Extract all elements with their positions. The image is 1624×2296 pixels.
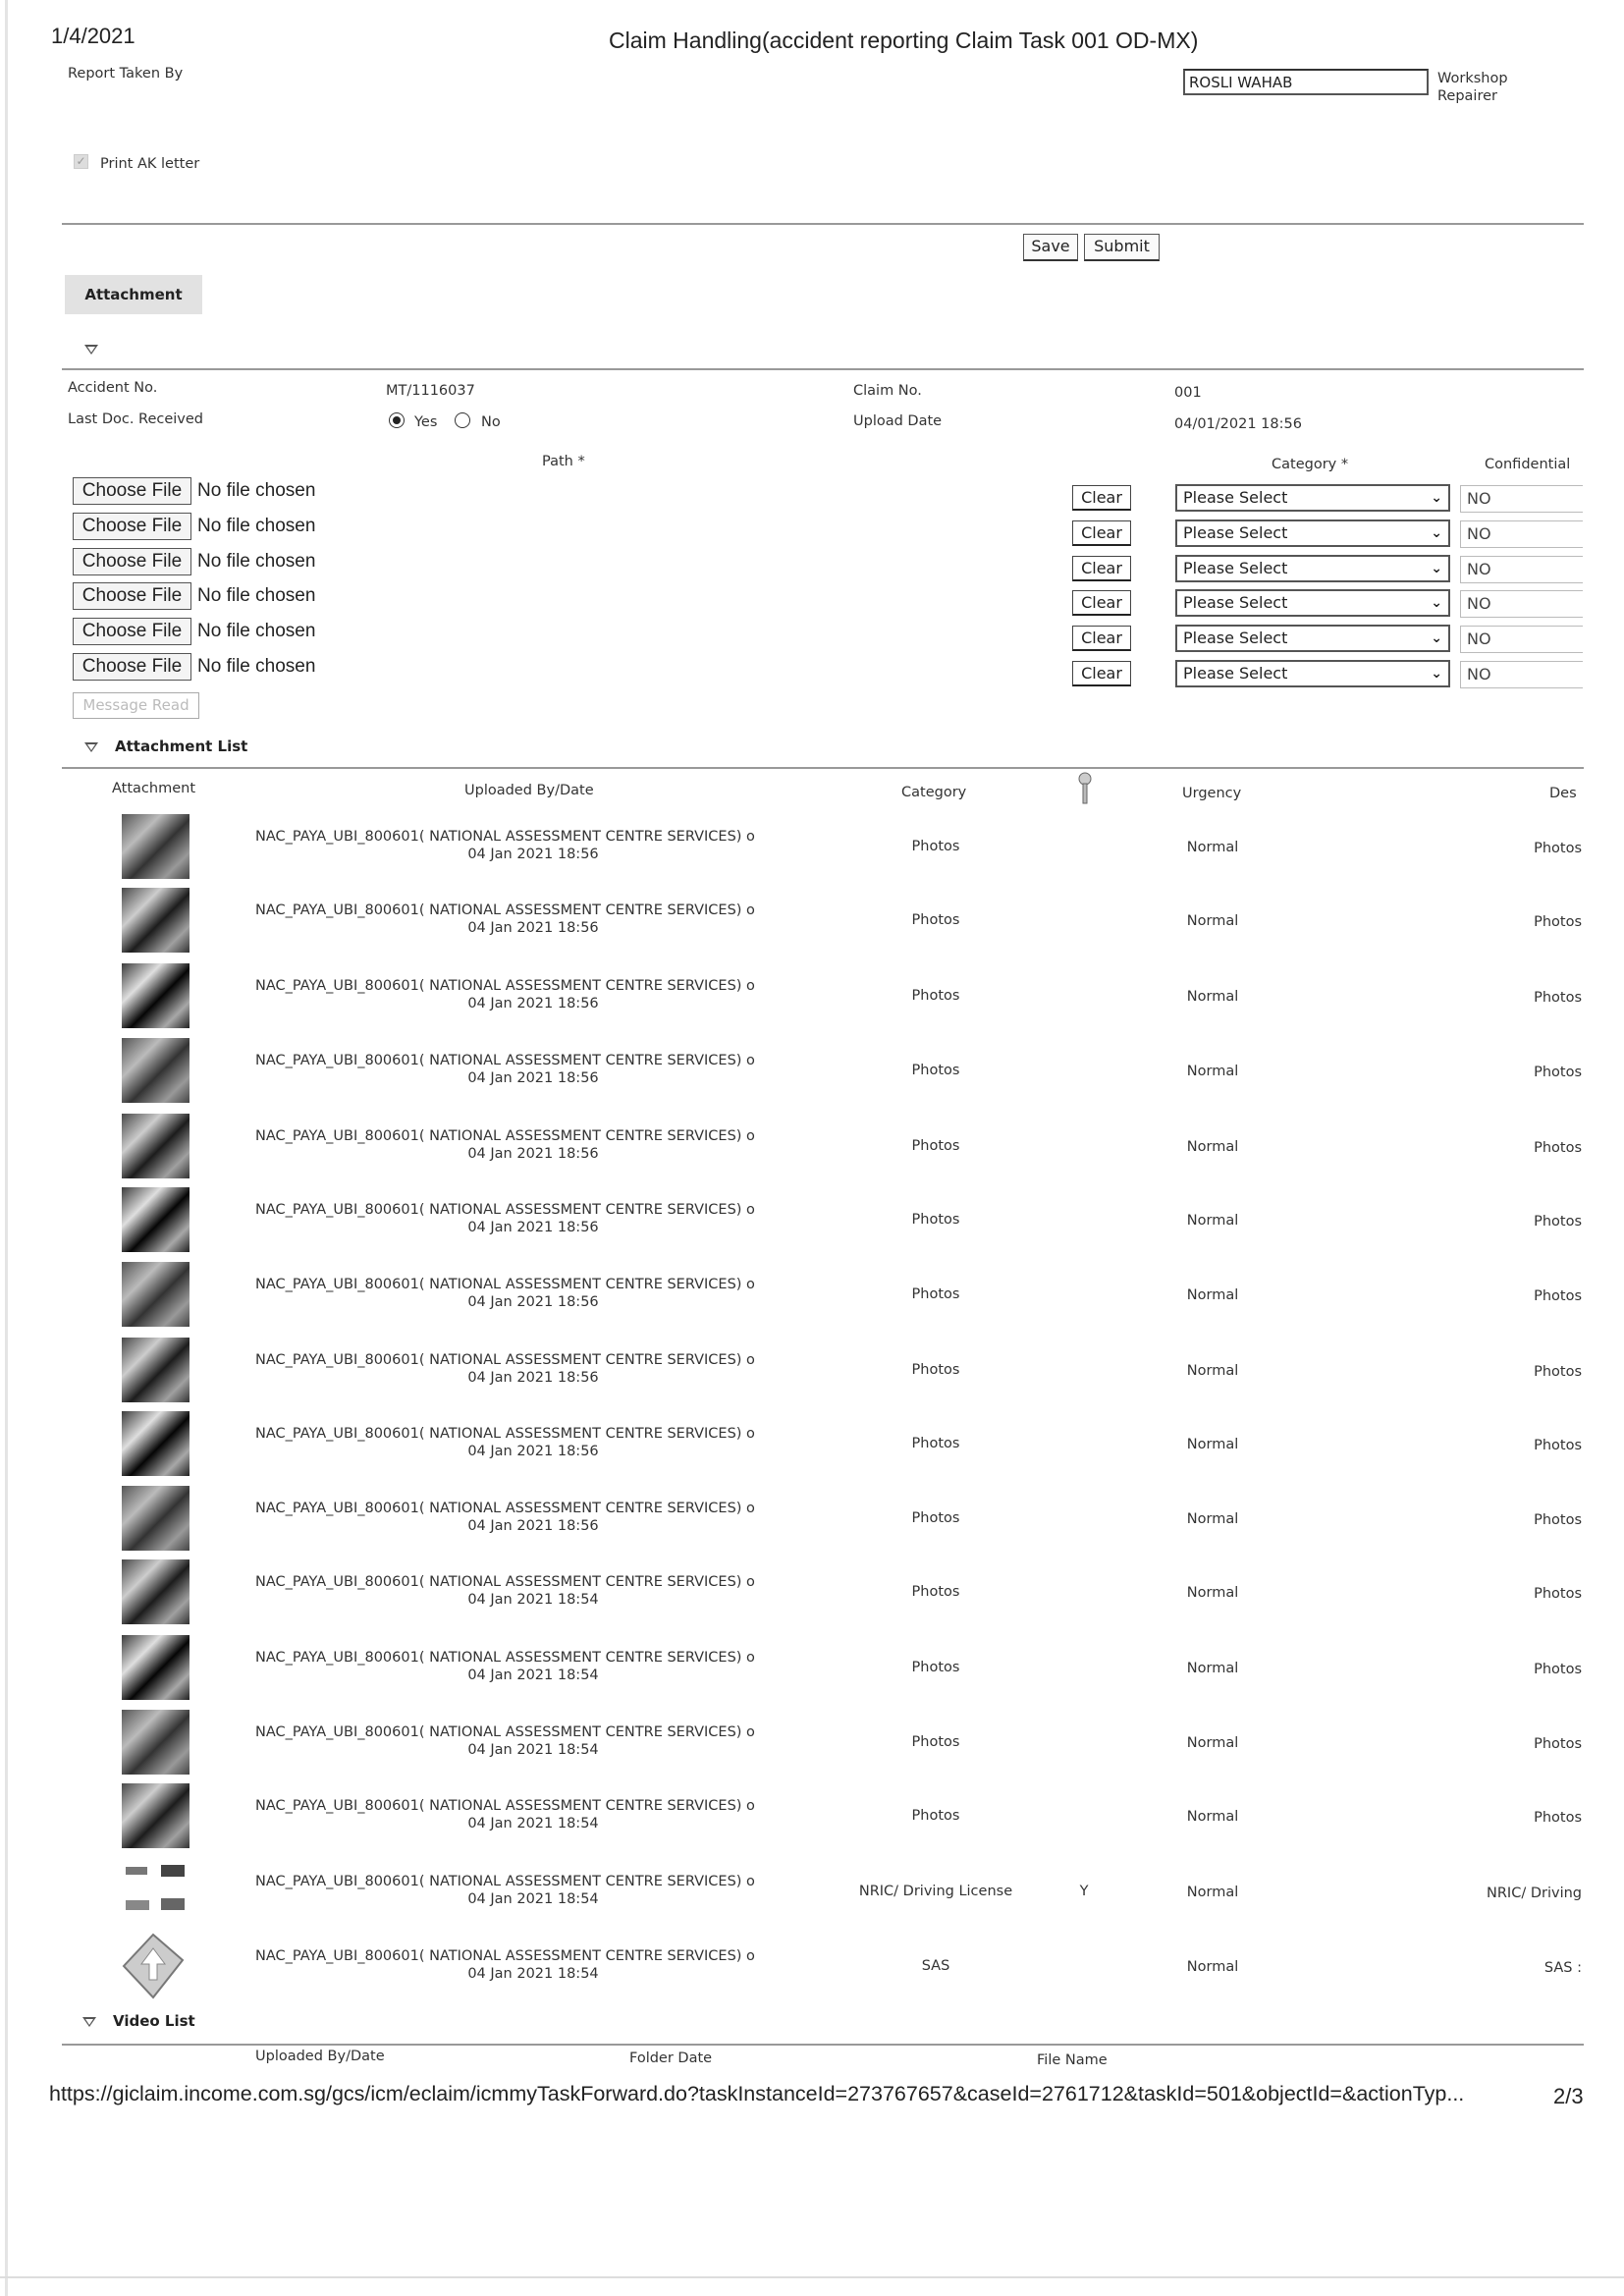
confidential-select[interactable]: NO <box>1460 556 1583 583</box>
category-select[interactable] <box>1175 660 1450 687</box>
category-select[interactable] <box>1175 484 1450 512</box>
attachment-category: Photos <box>911 1286 960 1302</box>
uploaded-date: 04 Jan 2021 18:56 <box>467 1444 599 1459</box>
attachment-thumbnail[interactable] <box>122 1859 189 1924</box>
attachment-description: SAS : <box>1543 1960 1582 1976</box>
uploaded-date: 04 Jan 2021 18:56 <box>467 920 599 936</box>
confidential-select[interactable]: NO <box>1460 661 1583 688</box>
divider <box>62 767 1584 769</box>
divider <box>62 368 1584 370</box>
attachment-photo-thumbnail[interactable] <box>122 1262 189 1327</box>
upload-date-value: 04/01/2021 18:56 <box>1174 416 1302 432</box>
choose-file-button[interactable]: Choose File <box>73 477 191 505</box>
attachment-urgency: Normal <box>1186 1735 1239 1751</box>
claim-no-label: Claim No. <box>853 383 922 399</box>
uploaded-date: 04 Jan 2021 18:56 <box>467 1070 599 1086</box>
workshop-label: Workshop <box>1437 71 1508 86</box>
repairer-label: Repairer <box>1437 88 1497 104</box>
attachment-description: Photos <box>1534 1810 1582 1826</box>
category-select-value: Please Select <box>1183 664 1288 683</box>
attachment-description: NRIC/ Driving <box>1487 1886 1582 1901</box>
uploaded-date: 04 Jan 2021 18:56 <box>467 1518 599 1534</box>
report-taken-by-label: Report Taken By <box>68 66 184 82</box>
attachment-urgency: Normal <box>1186 1139 1239 1155</box>
category-select-value: Please Select <box>1183 629 1288 647</box>
claim-no-value: 001 <box>1174 385 1202 401</box>
collapse-triangle-icon[interactable] <box>84 345 98 355</box>
attachment-photo-thumbnail[interactable] <box>122 1710 189 1775</box>
attachment-description: Photos <box>1534 1140 1582 1156</box>
chevron-down-icon: ⌄ <box>1431 595 1442 611</box>
col-category: Category <box>901 785 967 800</box>
attachment-category: Photos <box>911 988 960 1004</box>
collapse-triangle-icon[interactable] <box>82 2017 96 2027</box>
file-status: No file chosen <box>197 516 316 536</box>
attachment-urgency: Normal <box>1186 1437 1239 1452</box>
attachment-photo-thumbnail[interactable] <box>122 1338 189 1402</box>
attachment-description: Photos <box>1534 1438 1582 1453</box>
uploaded-date: 04 Jan 2021 18:56 <box>467 1220 599 1235</box>
print-ak-label: Print AK letter <box>100 156 200 172</box>
uploaded-date: 04 Jan 2021 18:54 <box>467 1891 599 1907</box>
video-list-title: Video List <box>113 2012 195 2030</box>
uploaded-date: 04 Jan 2021 18:54 <box>467 1816 599 1831</box>
uploaded-by: NAC_PAYA_UBI_800601( NATIONAL ASSESSMENT CENTRE SERVICES) o <box>255 1650 755 1666</box>
uploaded-date: 04 Jan 2021 18:54 <box>467 1966 599 1982</box>
attachment-list-title: Attachment List <box>115 738 248 755</box>
file-upload-icon[interactable] <box>118 1931 189 2001</box>
chevron-down-icon: ⌄ <box>1431 630 1442 646</box>
attachment-urgency: Normal <box>1186 1064 1239 1079</box>
clear-button[interactable]: Clear <box>1072 556 1131 581</box>
collapse-triangle-icon[interactable] <box>84 742 98 752</box>
attachment-category: Photos <box>911 1436 960 1451</box>
confidential-select[interactable]: NO <box>1460 626 1583 653</box>
submit-button[interactable]: Submit <box>1084 234 1160 261</box>
upload-date-label: Upload Date <box>853 413 943 429</box>
attachment-description: Photos <box>1534 1214 1582 1230</box>
col-urgency: Urgency <box>1182 786 1242 801</box>
chevron-down-icon: ⌄ <box>1431 490 1442 506</box>
page-edge <box>5 0 8 2296</box>
category-select[interactable] <box>1175 589 1450 617</box>
file-status: No file chosen <box>197 480 316 501</box>
file-status: No file chosen <box>197 656 316 677</box>
attachment-category: Photos <box>911 1808 960 1824</box>
attachment-description: Photos <box>1534 1288 1582 1304</box>
clear-button[interactable]: Clear <box>1072 520 1131 546</box>
attachment-photo-thumbnail[interactable] <box>122 1114 189 1178</box>
attachment-description: Photos <box>1534 914 1582 930</box>
attachment-urgency: Normal <box>1186 1809 1239 1825</box>
clear-button[interactable]: Clear <box>1072 590 1131 616</box>
print-ak-checkbox[interactable]: ✓ <box>74 154 88 169</box>
clear-button[interactable]: Clear <box>1072 626 1131 651</box>
clear-button[interactable]: Clear <box>1072 485 1131 511</box>
uploaded-by: NAC_PAYA_UBI_800601( NATIONAL ASSESSMENT CENTRE SERVICES) o <box>255 1574 755 1590</box>
attachment-photo-thumbnail[interactable] <box>122 1559 189 1624</box>
no-radio[interactable] <box>455 412 470 428</box>
page-title: Claim Handling(accident reporting Claim Task 001 OD-MX) <box>609 27 1199 53</box>
yes-radio[interactable] <box>389 412 405 428</box>
uploaded-by: NAC_PAYA_UBI_800601( NATIONAL ASSESSMENT CENTRE SERVICES) o <box>255 1426 755 1442</box>
attachment-category: Photos <box>911 1138 960 1154</box>
attachment-category: Photos <box>911 1212 960 1228</box>
attachment-description: Photos <box>1534 1512 1582 1528</box>
uploaded-by: NAC_PAYA_UBI_800601( NATIONAL ASSESSMENT CENTRE SERVICES) o <box>255 978 755 994</box>
uploaded-by: NAC_PAYA_UBI_800601( NATIONAL ASSESSMENT CENTRE SERVICES) o <box>255 1501 755 1516</box>
category-select-value: Please Select <box>1183 488 1288 507</box>
file-status: No file chosen <box>197 585 316 606</box>
confidential-select[interactable]: NO <box>1460 520 1583 548</box>
col-attachment: Attachment <box>112 781 196 796</box>
attachment-urgency: Normal <box>1186 989 1239 1005</box>
uploaded-date: 04 Jan 2021 18:54 <box>467 1592 599 1608</box>
page-edge-bottom <box>0 2276 1624 2278</box>
choose-file-button[interactable]: Choose File <box>73 548 191 575</box>
attachment-photo-thumbnail[interactable] <box>122 1411 189 1476</box>
divider <box>62 2044 1584 2046</box>
category-select[interactable] <box>1175 555 1450 582</box>
attachment-description: Photos <box>1534 1065 1582 1080</box>
uploaded-date: 04 Jan 2021 18:56 <box>467 996 599 1011</box>
uploaded-by: NAC_PAYA_UBI_800601( NATIONAL ASSESSMENT CENTRE SERVICES) o <box>255 1948 755 1964</box>
footer-url: https://giclaim.income.com.sg/gcs/icm/eclaim/icmmyTaskForward.do?taskInstanceId=273767657&caseId=2761712&taskId=501&objectId=&actionTyp... <box>49 2082 1465 2105</box>
attachment-photo-thumbnail[interactable] <box>122 1187 189 1252</box>
choose-file-button[interactable]: Choose File <box>73 513 191 540</box>
category-select-value: Please Select <box>1183 523 1288 542</box>
attachment-photo-thumbnail[interactable] <box>122 888 189 953</box>
attachment-urgency: Normal <box>1186 1511 1239 1527</box>
attachment-category: Photos <box>911 1584 960 1600</box>
attachment-description: Photos <box>1534 990 1582 1006</box>
uploaded-by: NAC_PAYA_UBI_800601( NATIONAL ASSESSMENT CENTRE SERVICES) o <box>255 1128 755 1144</box>
attachment-photo-thumbnail[interactable] <box>122 1635 189 1700</box>
accident-no-label: Accident No. <box>68 380 158 396</box>
attachment-urgency: Normal <box>1186 1661 1239 1676</box>
uploaded-date: 04 Jan 2021 18:54 <box>467 1667 599 1683</box>
attachment-photo-thumbnail[interactable] <box>122 963 189 1028</box>
video-col-folder-date: Folder Date <box>629 2050 713 2066</box>
attachment-category: SAS <box>921 1958 950 1974</box>
choose-file-button[interactable]: Choose File <box>73 653 191 681</box>
attachment-urgency: Normal <box>1186 840 1239 855</box>
attachment-category: NRIC/ Driving License <box>858 1884 1013 1899</box>
attachment-category: Photos <box>911 1660 960 1675</box>
choose-file-button[interactable]: Choose File <box>73 582 191 610</box>
attachment-description: Photos <box>1534 1586 1582 1602</box>
attachment-confidential: Y <box>1079 1884 1089 1899</box>
attachment-description: Photos <box>1534 841 1582 856</box>
attachment-photo-thumbnail[interactable] <box>122 1783 189 1848</box>
message-read-button[interactable]: Message Read <box>73 692 199 719</box>
attachment-description: Photos <box>1534 1736 1582 1752</box>
attachment-urgency: Normal <box>1186 1213 1239 1229</box>
chevron-down-icon: ⌄ <box>1431 666 1442 682</box>
attachment-photo-thumbnail[interactable] <box>122 1486 189 1551</box>
uploaded-by: NAC_PAYA_UBI_800601( NATIONAL ASSESSMENT CENTRE SERVICES) o <box>255 1277 755 1292</box>
clear-button[interactable]: Clear <box>1072 661 1131 686</box>
save-button[interactable]: Save <box>1023 234 1078 261</box>
col-description: Des <box>1549 786 1577 801</box>
category-select[interactable] <box>1175 519 1450 547</box>
confidential-header: Confidential <box>1485 457 1571 472</box>
attachment-description: Photos <box>1534 1364 1582 1380</box>
attachment-category: Photos <box>911 1510 960 1526</box>
attachment-category: Photos <box>911 839 960 854</box>
page-number: 2/3 <box>1553 2084 1584 2108</box>
attachment-urgency: Normal <box>1186 1885 1239 1900</box>
key-icon <box>1078 772 1092 805</box>
confidential-select[interactable]: NO <box>1460 590 1583 618</box>
attachment-category: Photos <box>911 1362 960 1378</box>
attachment-urgency: Normal <box>1186 913 1239 929</box>
video-col-uploaded-by: Uploaded By/Date <box>255 2049 385 2064</box>
uploaded-by: NAC_PAYA_UBI_800601( NATIONAL ASSESSMENT CENTRE SERVICES) o <box>255 1352 755 1368</box>
attachment-urgency: Normal <box>1186 1287 1239 1303</box>
attachment-photo-thumbnail[interactable] <box>122 814 189 879</box>
file-status: No file chosen <box>197 551 316 572</box>
accident-no-value: MT/1116037 <box>386 383 475 399</box>
tab-attachment[interactable]: Attachment <box>65 275 202 314</box>
category-select[interactable] <box>1175 625 1450 652</box>
uploaded-date: 04 Jan 2021 18:56 <box>467 1294 599 1310</box>
attachment-category: Photos <box>911 1734 960 1750</box>
no-label: No <box>481 414 501 430</box>
uploaded-date: 04 Jan 2021 18:54 <box>467 1742 599 1758</box>
uploaded-by: NAC_PAYA_UBI_800601( NATIONAL ASSESSMENT CENTRE SERVICES) o <box>255 1798 755 1814</box>
video-col-file-name: File Name <box>1037 2052 1108 2068</box>
uploaded-by: NAC_PAYA_UBI_800601( NATIONAL ASSESSMENT CENTRE SERVICES) o <box>255 829 755 845</box>
uploaded-date: 04 Jan 2021 18:56 <box>467 1370 599 1386</box>
uploaded-by: NAC_PAYA_UBI_800601( NATIONAL ASSESSMENT CENTRE SERVICES) o <box>255 902 755 918</box>
path-header: Path * <box>542 454 585 469</box>
attachment-urgency: Normal <box>1186 1959 1239 1975</box>
confidential-select[interactable]: NO <box>1460 485 1583 513</box>
print-date: 1/4/2021 <box>51 24 135 48</box>
uploaded-by: NAC_PAYA_UBI_800601( NATIONAL ASSESSMENT CENTRE SERVICES) o <box>255 1202 755 1218</box>
col-uploaded-by: Uploaded By/Date <box>464 783 594 798</box>
uploaded-date: 04 Jan 2021 18:56 <box>467 847 599 862</box>
attachment-category: Photos <box>911 1063 960 1078</box>
chevron-down-icon: ⌄ <box>1431 561 1442 576</box>
attachment-urgency: Normal <box>1186 1363 1239 1379</box>
attachment-category: Photos <box>911 912 960 928</box>
chevron-down-icon: ⌄ <box>1431 525 1442 541</box>
uploaded-date: 04 Jan 2021 18:56 <box>467 1146 599 1162</box>
category-header: Category * <box>1272 457 1349 472</box>
attachment-photo-thumbnail[interactable] <box>122 1038 189 1103</box>
category-select-value: Please Select <box>1183 593 1288 612</box>
uploaded-by: NAC_PAYA_UBI_800601( NATIONAL ASSESSMENT CENTRE SERVICES) o <box>255 1874 755 1889</box>
attachment-description: Photos <box>1534 1662 1582 1677</box>
uploaded-by: NAC_PAYA_UBI_800601( NATIONAL ASSESSMENT CENTRE SERVICES) o <box>255 1053 755 1068</box>
last-doc-label: Last Doc. Received <box>68 411 204 427</box>
report-taken-by-input[interactable]: ROSLI WAHAB <box>1183 69 1429 95</box>
yes-label: Yes <box>414 414 438 430</box>
choose-file-button[interactable]: Choose File <box>73 618 191 645</box>
file-status: No file chosen <box>197 621 316 641</box>
attachment-urgency: Normal <box>1186 1585 1239 1601</box>
uploaded-by: NAC_PAYA_UBI_800601( NATIONAL ASSESSMENT CENTRE SERVICES) o <box>255 1724 755 1740</box>
category-select-value: Please Select <box>1183 559 1288 577</box>
divider <box>62 223 1584 225</box>
